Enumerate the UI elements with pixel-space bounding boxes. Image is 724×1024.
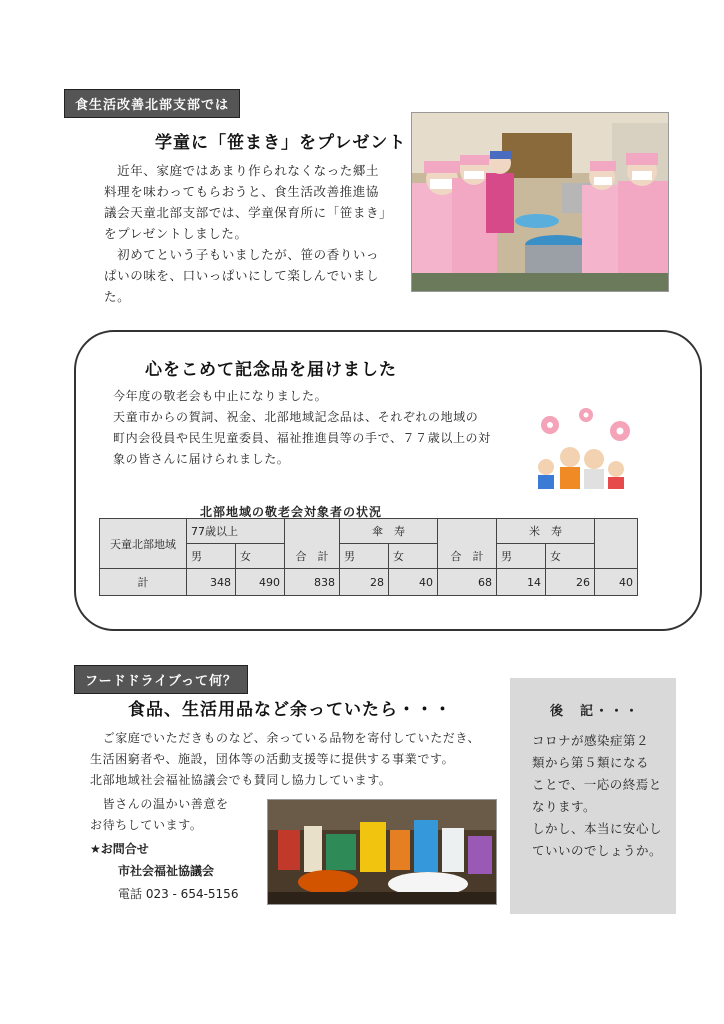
- text-line: ご家庭でいただきものなど、余っている品物を寄付していただき、: [90, 731, 481, 745]
- col-total: 合 計: [285, 544, 340, 569]
- afterword-box: [510, 678, 676, 914]
- section1-headline: 学童に「笹まき」をプレゼント: [155, 133, 407, 153]
- g1-total-value: 838: [285, 569, 340, 596]
- col-female: 女: [236, 544, 285, 569]
- text-line: 類から第５類になる: [532, 755, 650, 770]
- elderly-count-table: [99, 518, 638, 596]
- section3-body: [90, 728, 510, 791]
- text-line: 初めてという子もいましたが、笹の香りいっ: [104, 247, 380, 262]
- elderly-family-illustration: [528, 405, 638, 490]
- text-line: 近年、家庭ではあまり作られなくなった郷土: [104, 163, 380, 178]
- col-male: 男: [497, 544, 546, 569]
- col-female: 女: [546, 544, 595, 569]
- g3-female-value: 26: [546, 569, 595, 596]
- text-line: コロナが感染症第２: [532, 733, 650, 748]
- col-male: 男: [340, 544, 389, 569]
- col-total: 合 計: [438, 544, 497, 569]
- text-line: 象の皆さんに届けられました。: [113, 452, 290, 466]
- group2-header: 傘 寿: [340, 519, 438, 544]
- text-line: しかし、本当に安心し: [532, 821, 663, 836]
- g3-total-value: 40: [595, 569, 638, 596]
- text-line: お待ちしています。: [90, 818, 203, 832]
- table-row: [100, 569, 638, 596]
- g2-total-value: 68: [438, 569, 497, 596]
- text-line: ぱいの味を、口いっぱいにして楽しんでいまし: [104, 268, 380, 283]
- total-row-label: 計: [100, 569, 187, 596]
- contact-heading: ★お問合せ: [90, 842, 149, 856]
- text-line: 町内会役員や民生児童委員、福祉推進員等の手で、７７歳以上の対: [113, 431, 491, 445]
- contact-org: 市社会福祉協議会: [118, 864, 215, 878]
- text-line: 生活困窮者や、施設，団体等の活動支援等に提供する事業です。: [90, 752, 455, 766]
- g2-female-value: 40: [389, 569, 438, 596]
- section-tag-food-drive: フードドライブって何？: [74, 665, 248, 694]
- section3-invite: [90, 794, 270, 836]
- section-tag-food-improvement: 食生活改善北部支部では: [64, 89, 240, 118]
- section2-body: [113, 386, 523, 470]
- text-line: 皆さんの温かい善意を: [90, 797, 229, 811]
- group1-header: 77歳以上: [187, 519, 285, 544]
- g1-male-value: 348: [187, 569, 236, 596]
- row-header-label: 天童北部地域: [100, 519, 187, 569]
- section1-body: [104, 160, 404, 307]
- table-title: 北部地域の敬老会対象者の状況: [200, 505, 383, 519]
- g1-female-value: 490: [236, 569, 285, 596]
- text-line: をプレゼントしました。: [104, 226, 248, 241]
- text-line: 料理を味わってもらおうと、食生活改善推進協: [104, 184, 379, 199]
- text-line: 北部地域社会福祉協議会でも賛同し協力しています。: [90, 773, 392, 787]
- text-line: 天童市からの賀詞、祝金、北部地域記念品は、それぞれの地域の: [113, 410, 479, 424]
- food-donations-photo: [267, 799, 497, 905]
- afterword-body: [532, 730, 672, 862]
- col-female: 女: [389, 544, 438, 569]
- col-male: 男: [187, 544, 236, 569]
- text-line: なります。: [532, 799, 597, 814]
- text-line: た。: [104, 289, 131, 304]
- text-line: ていいのでしょうか。: [532, 843, 663, 858]
- afterword-title: 後 記・・・: [550, 704, 641, 719]
- group3-header: 米 寿: [497, 519, 595, 544]
- section3-headline: 食品、生活用品など余っていたら・・・: [128, 700, 452, 720]
- contact-phone: 電話 023 - 654-5156: [118, 887, 239, 901]
- kitchen-volunteers-photo: [411, 112, 669, 292]
- section2-headline: 心をこめて記念品を届けました: [145, 360, 397, 380]
- g2-male-value: 28: [340, 569, 389, 596]
- g3-male-value: 14: [497, 569, 546, 596]
- text-line: ことで、一応の終焉と: [532, 777, 662, 792]
- text-line: 今年度の敬老会も中止になりました。: [113, 389, 328, 403]
- text-line: 議会天童北部支部では、学童保育所に「笹まき」: [104, 205, 393, 220]
